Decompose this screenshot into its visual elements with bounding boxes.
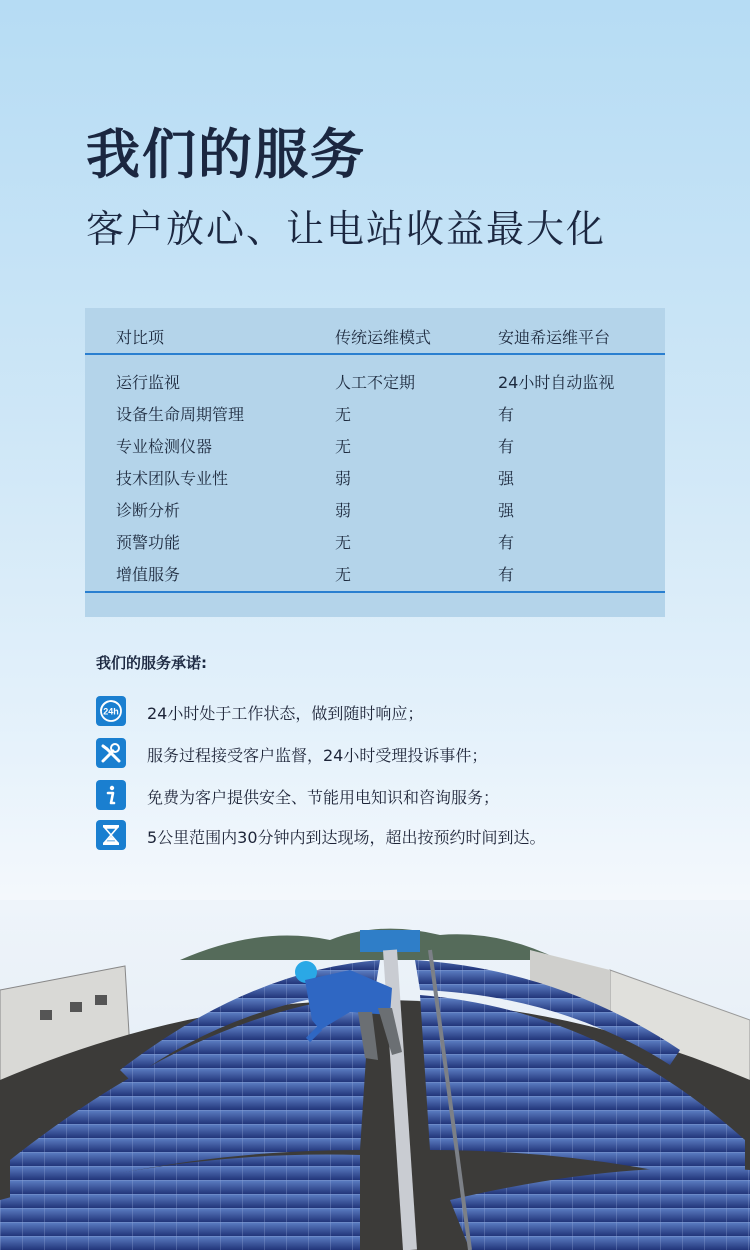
table-cell: 有 <box>498 437 515 456</box>
promise-text: 24小时处于工作状态，做到随时响应； <box>147 704 424 723</box>
table-cell: 技术团队专业性 <box>116 469 229 488</box>
solar-rooftop-photo <box>0 900 750 1250</box>
table-cell: 无 <box>335 405 352 424</box>
table-cell: 诊断分析 <box>116 501 181 520</box>
tools-icon <box>96 738 126 768</box>
table-cell: 强 <box>498 469 515 488</box>
promise-heading: 我们的服务承诺: <box>96 654 207 672</box>
table-cell: 无 <box>335 437 352 456</box>
table-header-cell: 对比项 <box>116 328 165 347</box>
promise-item <box>96 780 656 812</box>
table-header-cell: 安迪希运维平台 <box>498 328 611 347</box>
table-cell: 专业检测仪器 <box>116 437 213 456</box>
info-icon <box>96 780 126 810</box>
table-cell: 有 <box>498 565 515 584</box>
promise-text: 5公里范围内30分钟内到达现场，超出按预约时间到达。 <box>147 828 546 847</box>
table-cell: 强 <box>498 501 515 520</box>
table-cell: 设备生命周期管理 <box>116 405 245 424</box>
table-cell: 增值服务 <box>116 565 181 584</box>
24h-clock-icon <box>96 696 126 726</box>
table-cell: 运行监视 <box>116 373 181 392</box>
hourglass-icon <box>96 820 126 850</box>
promise-item <box>96 738 656 770</box>
table-cell: 24小时自动监视 <box>498 373 615 392</box>
promise-item <box>96 820 656 852</box>
comparison-table <box>85 308 665 617</box>
promise-text: 免费为客户提供安全、节能用电知识和咨询服务； <box>147 788 500 807</box>
table-bottom-rule <box>85 591 665 593</box>
table-cell: 人工不定期 <box>335 373 416 392</box>
table-header-cell: 传统运维模式 <box>335 328 432 347</box>
table-cell: 预警功能 <box>116 533 181 552</box>
table-cell: 无 <box>335 565 352 584</box>
promise-text: 服务过程接受客户监督，24小时受理投诉事件； <box>147 746 488 765</box>
page-title: 我们的服务 <box>86 123 366 186</box>
table-cell: 弱 <box>335 469 352 488</box>
table-cell: 弱 <box>335 501 352 520</box>
table-header-row <box>85 308 665 355</box>
table-cell: 有 <box>498 405 515 424</box>
table-cell: 无 <box>335 533 352 552</box>
page-subtitle: 客户放心、让电站收益最大化 <box>86 207 607 251</box>
promise-item <box>96 696 656 728</box>
table-cell: 有 <box>498 533 515 552</box>
svg-text:24h: 24h <box>103 706 119 717</box>
